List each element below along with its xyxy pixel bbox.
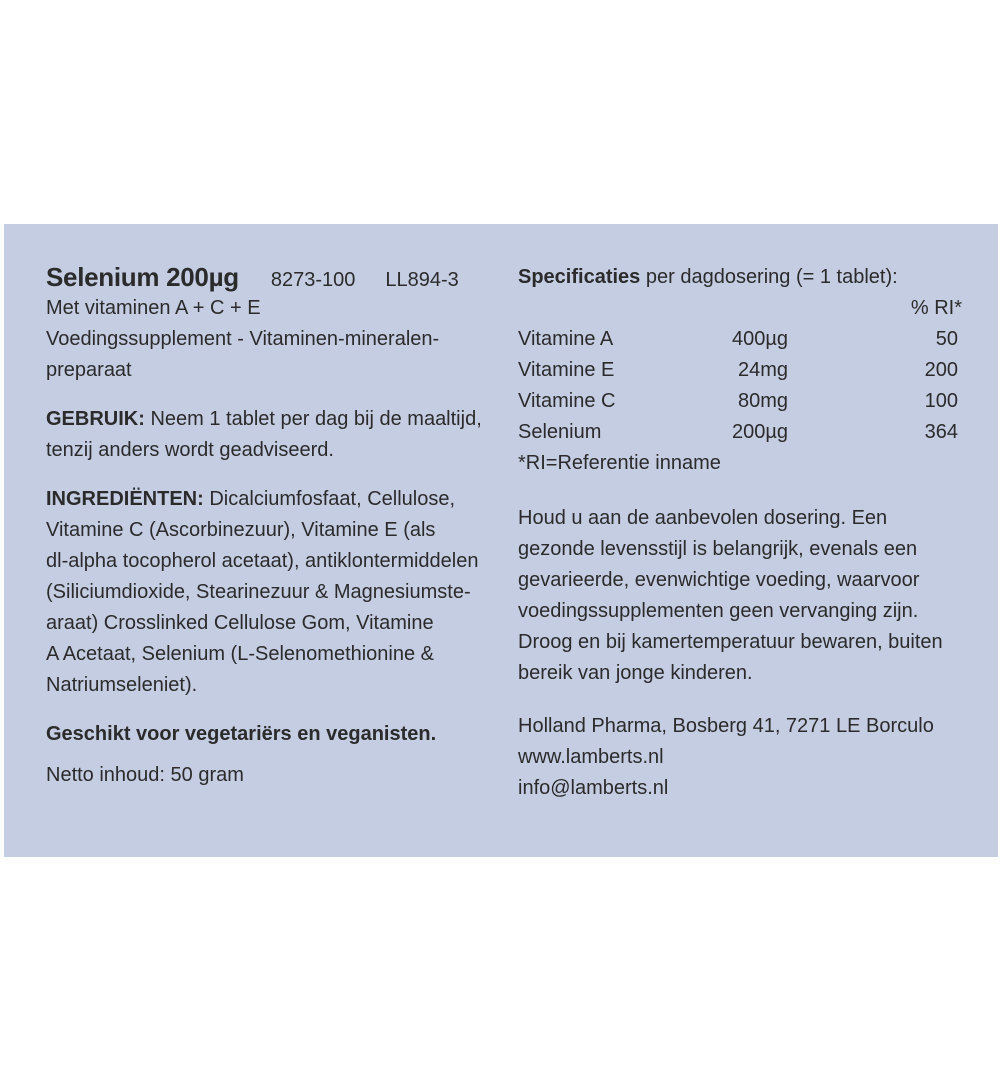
company-email: info@lamberts.nl [518, 777, 669, 799]
nutrition-table [518, 324, 964, 448]
ri-column-header: % RI* [910, 297, 962, 319]
usage-line-1 [46, 404, 486, 435]
nutrient-amount: 200µg [731, 421, 788, 443]
company-website: www.lamberts.nl [518, 746, 664, 768]
ingredients-line-1 [46, 484, 486, 515]
nutrient-ri: 364 [924, 421, 958, 443]
nutrient-ri: 50 [935, 328, 958, 350]
label-right-column [518, 262, 968, 804]
usage-label: GEBRUIK: [46, 408, 145, 430]
ingredients-line-5: araat) Crosslinked Cellulose Gom, Vitamine [46, 612, 434, 634]
ingredients-line-2: Vitamine C (Ascorbinezuur), Vitamine E (als [46, 519, 436, 541]
nutrient-amount: 24mg [737, 359, 788, 381]
advice-line-2: gezonde levensstijl is belangrijk, evenals een [518, 538, 918, 560]
product-type-line-1: Voedingssupplement - Vitaminen-mineralen- [46, 328, 440, 350]
table-row [518, 417, 964, 448]
ingredients-text-1: Dicalciumfosfaat, Cellulose, [209, 488, 456, 510]
suitable-text: Geschikt voor vegetariërs en veganisten. [46, 723, 437, 745]
ri-footnote: *RI=Referentie inname [518, 452, 721, 474]
table-row [518, 355, 964, 386]
nutrient-name: Vitamine E [518, 359, 615, 381]
specs-heading [518, 262, 968, 293]
product-code: 8273-100 [270, 269, 356, 291]
ingredients-label: INGREDIËNTEN: [46, 488, 204, 510]
advice-line-3: gevarieerde, evenwichtige voeding, waarvoor [518, 569, 920, 591]
nutrient-name: Selenium [518, 421, 602, 443]
specs-subheading: per dagdosering (= 1 tablet): [645, 266, 898, 288]
ingredients-line-7: Natriumseleniet). [46, 674, 198, 696]
advice-line-4: voedingssupplementen geen vervanging zijn. [518, 600, 919, 622]
nutrient-name: Vitamine A [518, 328, 614, 350]
advice-line-6: bereik van jonge kinderen. [518, 662, 753, 684]
usage-line-2: tenzij anders wordt geadviseerd. [46, 439, 334, 461]
nutrient-ri: 100 [924, 390, 958, 412]
nutrient-amount: 400µg [731, 328, 788, 350]
usage-text-1: Neem 1 tablet per dag bij de maaltijd, [150, 408, 482, 430]
advice-line-1: Houd u aan de aanbevolen dosering. Een [518, 507, 888, 529]
ingredients-line-6: A Acetaat, Selenium (L-Selenomethionine & [46, 643, 435, 665]
nutrient-ri: 200 [924, 359, 958, 381]
product-label [4, 224, 998, 857]
advice-line-5: Droog en bij kamertemperatuur bewaren, buiten [518, 631, 943, 653]
batch-code: LL894-3 [385, 269, 459, 291]
nutrient-amount: 80mg [737, 390, 788, 412]
table-row [518, 324, 964, 355]
product-title: Selenium 200µg [46, 262, 239, 292]
ingredients-line-3: dl-alpha tocopherol acetaat), antiklontermiddelen [46, 550, 479, 572]
ingredients-line-4: (Siliciumdioxide, Stearinezuur & Magnesiumste- [46, 581, 471, 603]
product-subtitle: Met vitaminen A + C + E [46, 297, 261, 319]
label-left-column [46, 262, 486, 791]
product-type-line-2: preparaat [46, 359, 132, 381]
table-row [518, 386, 964, 417]
company-address: Holland Pharma, Bosberg 41, 7271 LE Borculo [518, 715, 934, 737]
nutrient-name: Vitamine C [518, 390, 616, 412]
specs-label: Specificaties [518, 266, 641, 288]
net-content: Netto inhoud: 50 gram [46, 764, 244, 786]
suitable-statement [46, 719, 486, 750]
title-row [46, 262, 486, 293]
